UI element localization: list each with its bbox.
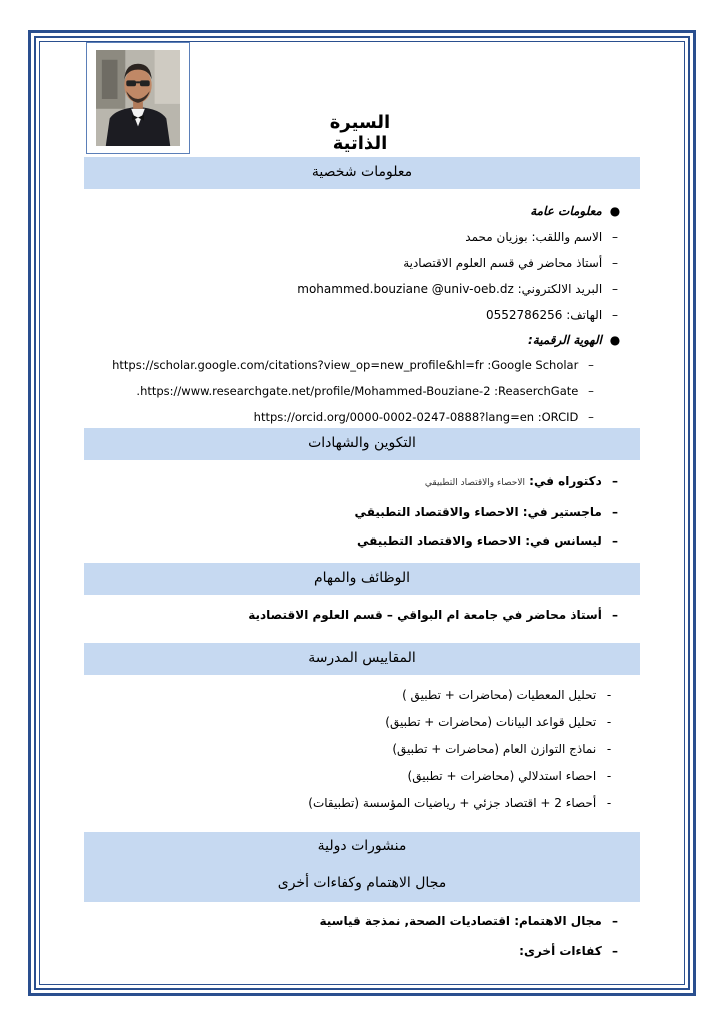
phone-label: الهاتف: (566, 308, 603, 322)
section-courses-band (84, 643, 640, 675)
section-publications-title: منشورات دولية (317, 838, 407, 854)
orcid-link[interactable]: https://orcid.org/0000-0002-0247-0888?lang=en :ORCID (253, 410, 579, 424)
position-row: – أستاذ محاضر في قسم العلوم الاقتصادية (403, 256, 618, 270)
job-row: – أستاذ محاضر في جامعة ام البواقي – قسم العلوم الاقتصادية (248, 608, 618, 622)
researchgate-link[interactable]: https://www.researchgate.net/profile/Mohammed-Bouziane-2 :ReaserchGate. (136, 384, 579, 398)
bullet-icon: ● (609, 333, 621, 347)
phone-row: – الهاتف: 0552786256 (486, 308, 618, 322)
digital-heading: ● الهوية الرقمية: (528, 333, 624, 347)
course-item: نماذج التوازن العام (محاضرات + تطبيق) (392, 742, 597, 756)
section-education-title: التكوين والشهادات (308, 435, 416, 451)
name-row: – الاسم واللقب: بوزيان محمد (465, 230, 618, 244)
section-personal-title: معلومات شخصية (311, 164, 413, 180)
course-item: تحليل قواعد البيانات (محاضرات + تطبيق) (385, 715, 597, 729)
section-jobs-band (84, 563, 640, 595)
master-row: – ماجستير في: الاحصاء والاقتصاد التطبيقي (354, 505, 618, 519)
other-skills-value: كفاءات أخرى: (519, 944, 602, 958)
doctorate-label: دكتوراه في: (529, 474, 602, 488)
orcid-link-row: – https://orcid.org/0000-0002-0247-0888?lang=en :ORCID (253, 410, 594, 424)
interest-field-value: مجال الاهتمام: اقتصاديات الصحة, نمذجة قياسية (319, 914, 602, 928)
licence-row: – ليسانس في: الاحصاء والاقتصاد التطبيقي (357, 534, 618, 548)
section-jobs-title: الوظائف والمهام (313, 570, 411, 586)
section-personal-band (84, 157, 640, 189)
course-item: أحصاء 2 + اقتصاد جزئي + رياضيات المؤسسة (تطبيقات) (308, 796, 597, 810)
course-row: - نماذج التوازن العام (محاضرات + تطبيق) (392, 742, 612, 756)
section-interests-title: مجال الاهتمام وكفاءات أخرى (277, 875, 447, 891)
email-row: – البريد الالكتروني: mohammed.bouziane @univ-oeb.dz (297, 282, 618, 296)
cv-title: السيرة الذاتية (329, 112, 391, 154)
licence-value: ليسانس في: الاحصاء والاقتصاد التطبيقي (357, 534, 602, 548)
google-scholar-link[interactable]: https://scholar.google.com/citations?view_op=new_profile&hl=fr :Google Scholar (112, 358, 579, 372)
email-label: البريد الالكتروني: (517, 282, 603, 296)
interest-field-row: – مجال الاهتمام: اقتصاديات الصحة, نمذجة قياسية (319, 914, 618, 928)
bullet-icon: ● (609, 204, 621, 218)
section-publications-band (84, 832, 640, 902)
general-heading: ● معلومات عامة (530, 204, 624, 218)
name-label: الاسم واللقب: (531, 230, 603, 244)
course-row: - احصاء استدلالي (محاضرات + تطبيق) (407, 769, 612, 783)
phone-value: 0552786256 (486, 308, 563, 322)
email-value[interactable]: mohammed.bouziane @univ-oeb.dz (297, 282, 514, 296)
section-courses-title: المقاييس المدرسة (308, 650, 416, 666)
course-row: - أحصاء 2 + اقتصاد جزئي + رياضيات المؤسسة (تطبيقات) (308, 796, 612, 810)
course-item: تحليل المعطيات (محاضرات + تطبيق ) (402, 688, 597, 702)
profile-photo (86, 42, 190, 154)
section-education-band (84, 428, 640, 460)
doctorate-value: الاحصاء والاقتصاد التطبيقي (424, 478, 525, 488)
name-value: بوزيان محمد (465, 230, 528, 244)
doctorate-row: – دكتوراه في: الاحصاء والاقتصاد التطبيقي (424, 474, 618, 488)
course-row: - تحليل قواعد البيانات (محاضرات + تطبيق) (385, 715, 612, 729)
google-scholar-link-row: – https://scholar.google.com/citations?view_op=new_profile&hl=fr :Google Scholar (112, 358, 594, 372)
researchgate-link-row: – https://www.researchgate.net/profile/Mohammed-Bouziane-2 :ReaserchGate. (136, 384, 594, 398)
course-item: احصاء استدلالي (محاضرات + تطبيق) (407, 769, 597, 783)
other-skills-row: – كفاءات أخرى: (519, 944, 618, 958)
course-row: - تحليل المعطيات (محاضرات + تطبيق ) (402, 688, 612, 702)
job-value: أستاذ محاضر في جامعة ام البواقي – قسم العلوم الاقتصادية (248, 608, 602, 622)
master-value: ماجستير في: الاحصاء والاقتصاد التطبيقي (354, 505, 602, 519)
position-value: أستاذ محاضر في قسم العلوم الاقتصادية (403, 256, 603, 270)
